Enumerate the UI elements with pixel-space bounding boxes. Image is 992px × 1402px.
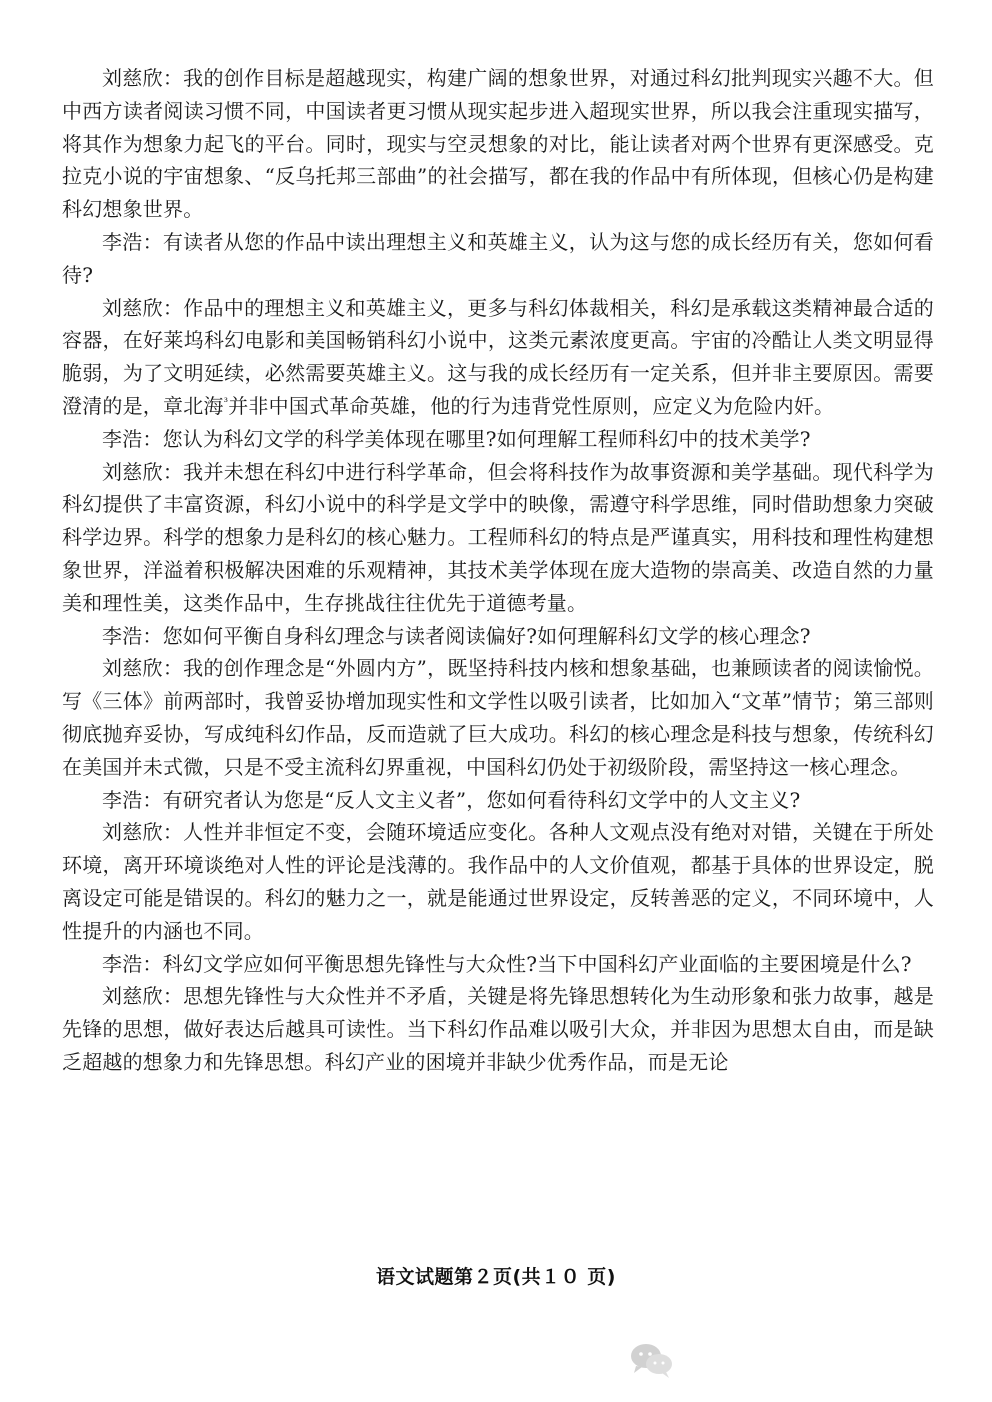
paragraph-11: 刘慈欣：思想先锋性与大众性并不矛盾，关键是将先锋思想转化为生动形象和张力故事，越是先锋的思想，做好表达后越具可读性。当下科幻作品难以吸引大众，并非因为思想太自由，而是缺乏超越的想象力和先锋思想。科幻产业的困境并非缺少优秀作品，而是无论: [62, 984, 934, 1074]
page-footer: 语文试题第２页(共１０ 页): [376, 1266, 616, 1288]
paragraph-6: 李浩：您如何平衡自身科幻理念与读者阅读偏好?如何理解科幻文学的核心理念?: [102, 623, 811, 648]
paragraph-8: 李浩：有研究者认为您是“反人文主义者”，您如何看待科幻文学中的人文主义?: [102, 787, 801, 812]
paragraph-3-part-b: 并非中国式革命英雄，他的行为违背党性原则，应定义为危险内奸。: [228, 393, 835, 418]
wechat-icon: [628, 1340, 676, 1380]
paragraph-5: 刘慈欣：我并未想在科幻中进行科学革命，但会将科技作为故事资源和美学基础。现代科学为科幻提供了丰富资源，科幻小说中的科学是文学中的映像，需遵守科学思维，同时借助想象力突破科学边界。科学的想象力是科幻的核心魅力。工程师科幻的特点是严谨真实，用科技和理性构建想象世界，洋溢着积极解决困难的乐观精神，其技术美学体现在庞大造物的崇高美、改造自然的力量美和理性美，这类作品中，生存挑战往往优先于道德考量。: [62, 459, 934, 615]
paragraph-1: 刘慈欣：我的创作目标是超越现实，构建广阔的想象世界，对通过科幻批判现实兴趣不大。但中西方读者阅读习惯不同，中国读者更习惯从现实起步进入超现实世界，所以我会注重现实描写，将其作为想象力起飞的平台。同时，现实与空灵想象的对比，能让读者对两个世界有更深感受。克拉克小说的宇宙想象、“反乌托邦三部曲”的社会描写，都在我的作品中有所体现，但核心仍是构建科幻想象世界。: [62, 66, 934, 222]
document-body: [62, 62, 934, 1079]
paragraph-10: 李浩：科幻文学应如何平衡思想先锋性与大众性?当下中国科幻产业面临的主要困境是什么?: [102, 951, 912, 976]
paragraph-4: 李浩：您认为科幻文学的科学美体现在哪里?如何理解工程师科幻中的技术美学?: [102, 426, 811, 451]
paragraph-9: 刘慈欣：人性并非恒定不变，会随环境适应变化。各种人文观点没有绝对对错，关键在于所处环境，离开环境谈绝对人性的评论是浅薄的。我作品中的人文价值观，都基于具体的世界设定，脱离设定可能是错误的。科幻的魅力之一，就是能通过世界设定，反转善恶的定义，不同环境中，人性提升的内涵也不同。: [62, 820, 934, 943]
paragraph-3-part-a: 刘慈欣：作品中的理想主义和英雄主义，更多与科幻体裁相关，科幻是承载这类精神最合适的容器，在好莱坞科幻电影和美国畅销科幻小说中，这类元素浓度更高。宇宙的冷酷让人类文明显得脆弱，为了文明延续，必然需要英雄主义。这与我的成长经历有一定关系，但并非主要原因。需要澄清的是，章北海: [62, 295, 934, 418]
paragraph-2: 李浩：有读者从您的作品中读出理想主义和英雄主义，认为这与您的成长经历有关，您如何看待?: [62, 229, 934, 287]
paragraph-3: [62, 292, 934, 423]
paragraph-7: 刘慈欣：我的创作理念是“外圆内方”，既坚持科技内核和想象基础，也兼顾读者的阅读愉悦。写《三体》前两部时，我曾妥协增加现实性和文学性以吸引读者，比如加入“文革”情节；第三部则彻底抛弃妥协，写成纯科幻作品，反而造就了巨大成功。科幻的核心理念是科技与想象，传统科幻在美国并未式微，只是不受主流科幻界重视，中国科幻仍处于初级阶段，需坚持这一核心理念。: [62, 656, 934, 779]
footnote-marker: ³: [223, 395, 229, 409]
